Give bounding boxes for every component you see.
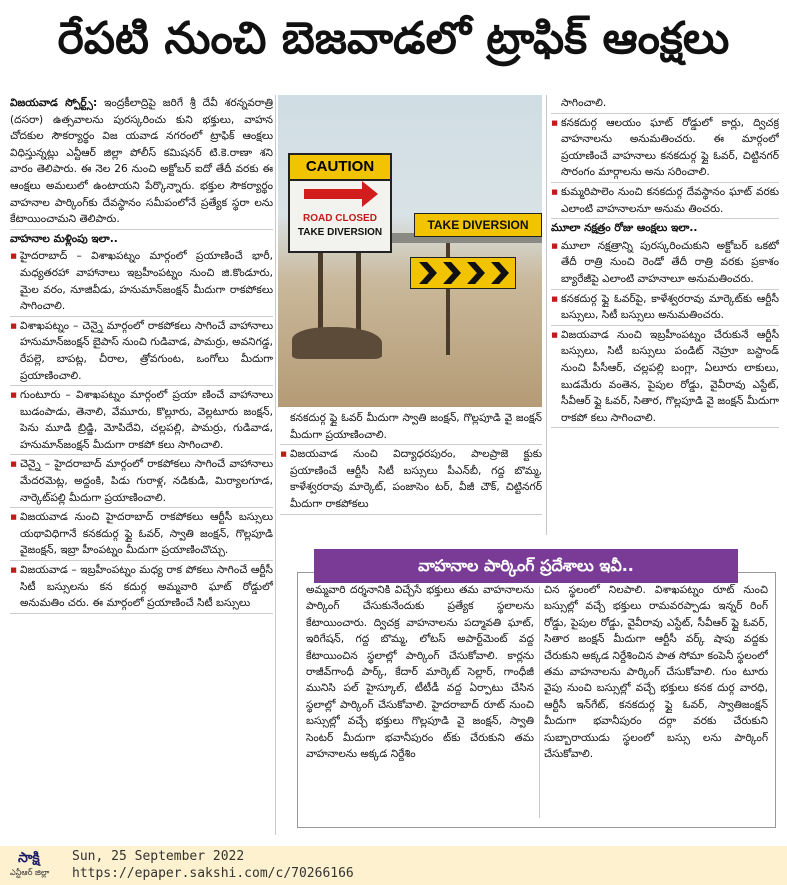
chevron-right-icon	[443, 262, 461, 284]
bullet-item: ▪ కుమ్మరిపాలెం నుంచి కనకదుర్గ దేవస్థానం ఘాట్ వరకు ఎలాంటి వాహనాలనూ అనుమ తించరు.	[551, 184, 779, 219]
chevron-sign	[410, 257, 516, 289]
parking-banner: వాహనాల పార్కింగ్ ప్రదేశాలు ఇవీ..	[314, 549, 738, 583]
subheading-diversions: వాహనాల మళ్లింపు ఇలా..	[10, 232, 118, 245]
traffic-diversion-photo	[278, 95, 542, 407]
bullet-item: ▪ విశాఖపట్నం – చెన్నై మార్గంలో రాకపోకలు సాగించే వాహానాలు హనుమాన్‌జంక్షన్ బైపాస్ నుంచి గుడివాడ, పామర్రు, అవనిగడ్డ, రేపల్లె, బాపట్ల, చీరాల, త్రోవగుంట, ఒంగోలు మీదుగా ప్రయాణించాలి.	[10, 318, 273, 386]
article-column-3	[551, 95, 779, 535]
take-diversion-sign: TAKE DIVERSION	[414, 213, 542, 237]
sakshi-logo	[10, 850, 62, 880]
parking-text-right: చిన స్థలంలో నిలపాలి. విశాఖపట్నం రూట్ నుంచి బస్సుల్లో వచ్చే భక్తులు రామవరప్పాడు ఇన్నర్ రింగ్ రోడ్డు, పైపుల రోడ్డు, వైవీరావు ఎస్టేట్, సీవీఆర్ ఫ్లై ఓవర్, సితార జంక్షన్ మీదుగా ఆర్టీసీ వర్క్ షాపు వద్దకు చేరుకుని అక్కడ నిర్దేశించిన పాత సోమా కంపెనీ స్థలంలో తమ వాహనాలను పార్కింగ్ చేసుకోవాలి. గుం టూరు వైపు నుంచి బస్సుల్లో వచ్చే భక్తులు కనక దుర్గ వారధి, ఆర్టీసీ ఇన్‌గేట్, కనకదుర్గ ఫ్లై ఓవర్, స్వాతిజంక్షన్ మీదుగా భవానీపురం దర్గా వరకు చేరుకుని సుబ్బారాయుడు స్థలంలో బస్సు లను పార్కింగ్ చేసుకోవాలి.	[544, 584, 768, 761]
article-column-1	[10, 95, 273, 845]
bullet-item: ▪ చెన్నై – హైదరాబాద్ మార్గంలో రాకపోకలు సాగించే వాహానాలు మేదరమెట్ల, అద్దంకి, పిడు గురాళ్ల, నడికుడి, మిర్యాలగూడ, నార్కెట్‌పల్లి మీదుగా ప్రయాణించాలి.	[10, 456, 273, 508]
bullet-item: ▪ కనకదుర్గ ఫ్లై ఓవర్‌పై, కాళేశ్వరరావు మార్కెట్‌కు ఆర్టీసీ బస్సులు, సిటీ బస్సులు అనుమతించరు.	[551, 291, 779, 326]
column-divider	[546, 95, 547, 535]
bullet-item: ▪ విజయవాడ నుంచి హైదరాబాద్ రాకపోకలు ఆర్టీసీ బస్సులు యథావిధిగానే కనకదుర్గ ఫ్లై ఓవర్, స్వాతి జంక్షన్, గొల్లపూడి వైజంక్షన్, ఇబ్రా హీంపట్నం మీదుగా ప్రయాణించొచ్చు.	[10, 509, 273, 561]
subheading-moola: మూలా నక్షత్రం రోజు ఆంక్షలు ఇలా..	[551, 222, 698, 235]
headline: రేపటి నుంచి బెజవాడలో ట్రాఫిక్ ఆంక్షలు	[57, 13, 730, 64]
arrow-right-icon	[304, 189, 364, 199]
column-divider	[539, 586, 540, 818]
bullet-item: ▪ హైదరాబాద్ – విశాఖపట్నం మార్గంలో ప్రయాణించే భారీ, మధ్యతరహా వాహానాలు ఇబ్రహీంపట్నం నుంచి జి.కొండూరు, మైల వరం, నూజివీడు, హనుమాన్‌జంక్షన్ మీదుగా రాకపోకలు సాగించాలి.	[10, 248, 273, 316]
sign-post	[446, 235, 450, 355]
caution-sign-diversion: TAKE DIVERSION	[297, 227, 383, 238]
caution-sign	[288, 153, 392, 253]
parking-text-left: అమ్మవారి దర్శనానికి విచ్చేసే భక్తులు తమ వాహనాలను పార్కింగ్ చేసుకునేందుకు ప్రత్యేక స్థలాలను కేటాయించారు. ద్విచక్ర వాహనాలను పద్మావతి ఘాట్, ఇరిగేషన్, గద్ద బొమ్మ, లోటస్ అపార్ట్‌మెంట్ వద్ద కేటాయించిన స్థలాల్లో పార్కింగ్ చేసుకోవాలి. కార్లను రాజీవ్‌గాంధీ పార్క్, కేదార్ మార్కెట్ సెల్లార్, గాంధీజీ మునిసి పల్ హైస్కూల్, టీటీడీ వద్ద ఏర్పాటు చేసిన స్థలాల్లో పార్కింగ్ చేసుకోవాలి. హైదరాబాద్ రూట్ నుంచి బస్సుల్లో వచ్చే భక్తులు గొల్లపూడి వై జంక్షన్, స్వాతి సెంటర్ మీదుగా భవానీపురం ట్‌కు చేరుకుని తమ వాహనాలను అక్కడ నిర్దేశిం	[306, 584, 534, 761]
column-divider	[275, 95, 276, 835]
chevron-right-icon	[467, 262, 485, 284]
epaper-link[interactable]: https://epaper.sakshi.com/c/70266166	[72, 866, 354, 881]
article-column-2	[280, 410, 542, 540]
bullet-item: ▪ విజయవాడ నుంచి ఇబ్రహీంపట్నం చేరుకునే ఆర్టీసీ బస్సులు, సిటీ బస్సులు పండిట్ నెహ్రూ బస్టాండ్ నుంచి పీసీఆర్, చల్లపల్లి బంగ్లా, ఏలూరు లాకులు, బుడమేరు వంతెన, పైపుల రోడ్డు, వైవీరావు ఎస్టేట్, సీవీఆర్ ఫ్లై ఓవర్, సితార, గొల్లపూడి వై జంక్షన్ మీదుగా రాకపో కలు సాగించాలి.	[551, 327, 779, 429]
bullet-item: ▪ విజయవాడ – ఇబ్రహీంపట్నం మధ్య రాక పోకలు సాగించే ఆర్టీసీ సిటీ బస్సులను కన కదుర్గ అమ్మవారి ఘాట్ రోడ్డులో అనుమతిం చరు. ఈ మార్గంలో ప్రయాణించే సిటీ బస్సులు	[10, 562, 273, 614]
chevron-right-icon	[419, 262, 437, 284]
caution-sign-road-closed: ROAD CLOSED	[303, 213, 377, 224]
bullet-item: ▪ కనకదుర్గ ఆలయం ఘాట్ రోడ్డులో కార్లు, ద్విచక్ర వాహనాలను అనుమతించరు. ఈ మార్గంలో ప్రయాణించే వాహనాలు కనకదుర్గ ఫ్లై ఓవర్, చిట్టినగర్ సొరంగం మార్గాలను అను సరించాలి.	[551, 115, 779, 183]
rocks	[292, 327, 382, 359]
lead-text: ఇంద్రకీలాద్రిపై జరిగే శ్రీ దేవీ శరన్నవరాత్రి (దసరా) ఉత్సవాలను పురస్కరించు కుని భక్తులు, వాహన చోదకుల సౌకర్యార్థం విజ యవాడ నగరంలో ట్రాఫిక్ ఆంక్షలు విధిస్తున్నట్లు ఎన్టీఆర్ జిల్లా పోలీస్ కమిషనర్ టి.కె.రాణా శని వారం తెలిపారు. ఈ నెల 26 నుంచి అక్టోబర్ ఐదో తేదీ వరకు ఈ ఆంక్షలు అమలులో ఉంటాయని పేర్కొన్నారు. భక్తుల సౌకర్యార్థం వాహనాల పార్కింగ్‌కు దేవస్థానం సమీపంలోనే ప్రత్యేక స్థరా లను కేటాయించామని తెలిపారు.	[10, 97, 273, 226]
caution-sign-title: CAUTION	[290, 155, 390, 181]
bullet-item: ▪ మూలా నక్షత్రాన్ని పురస్కరించుకుని అక్టోబర్ ఒకటో తేదీ రాత్రి నుంచి రెండో తేదీ రాత్రి వరకు ప్రకాశం బ్యారేజీపై ఎలాంటి వాహనాలూ అనుమతించరు.	[551, 238, 779, 290]
bullet-item: ▪ గుంటూరు – విశాఖపట్నం మార్గంలో ప్రయా ణించే వాహానాలు బుడంపాడు, తెనాలి, వేమూరు, కొల్లూరు, వెల్లటూరు జంక్షన్, పెను మూడి బ్రిడ్జి, మోపిదేవి, చల్లపల్లి, పామర్రు, గుడివాడ, హనుమాన్‌జంక్షన్ మీదుగా రాకపో కలు సాగించాలి.	[10, 387, 273, 455]
continuation-text: కనకదుర్గ ఫ్లై ఓవర్ మీదుగా స్వాతి జంక్షన్, గొల్లపూడి వై జంక్షన్ మీదుగా ప్రయాణించాలి.	[280, 410, 542, 445]
continuation-text: సాగించాలి.	[551, 95, 779, 114]
dateline: విజయవాడ స్పోర్ట్స్:	[10, 97, 98, 109]
logo-edition: ఎన్టీఆర్ జిల్లా	[10, 868, 50, 877]
bullet-item: ▪ విజయవాడ నుంచి విద్యాధరపురం, పాలప్రాజె క్టుకు ప్రయాణించే ఆర్టీసీ సిటీ బస్సులు పీఎన్‌బీ, గద్ద బొమ్మ, కాళేశ్వరరావు మార్కెట్, పంజాసెం టర్, వీజీ చౌక్, చిట్టినగర్ మీదుగా రాకపోకలు	[280, 446, 542, 514]
logo-text: సాక్షి	[18, 850, 40, 866]
lead-paragraph	[10, 95, 273, 230]
publication-date: Sun, 25 September 2022	[72, 849, 245, 864]
chevron-right-icon	[491, 262, 509, 284]
